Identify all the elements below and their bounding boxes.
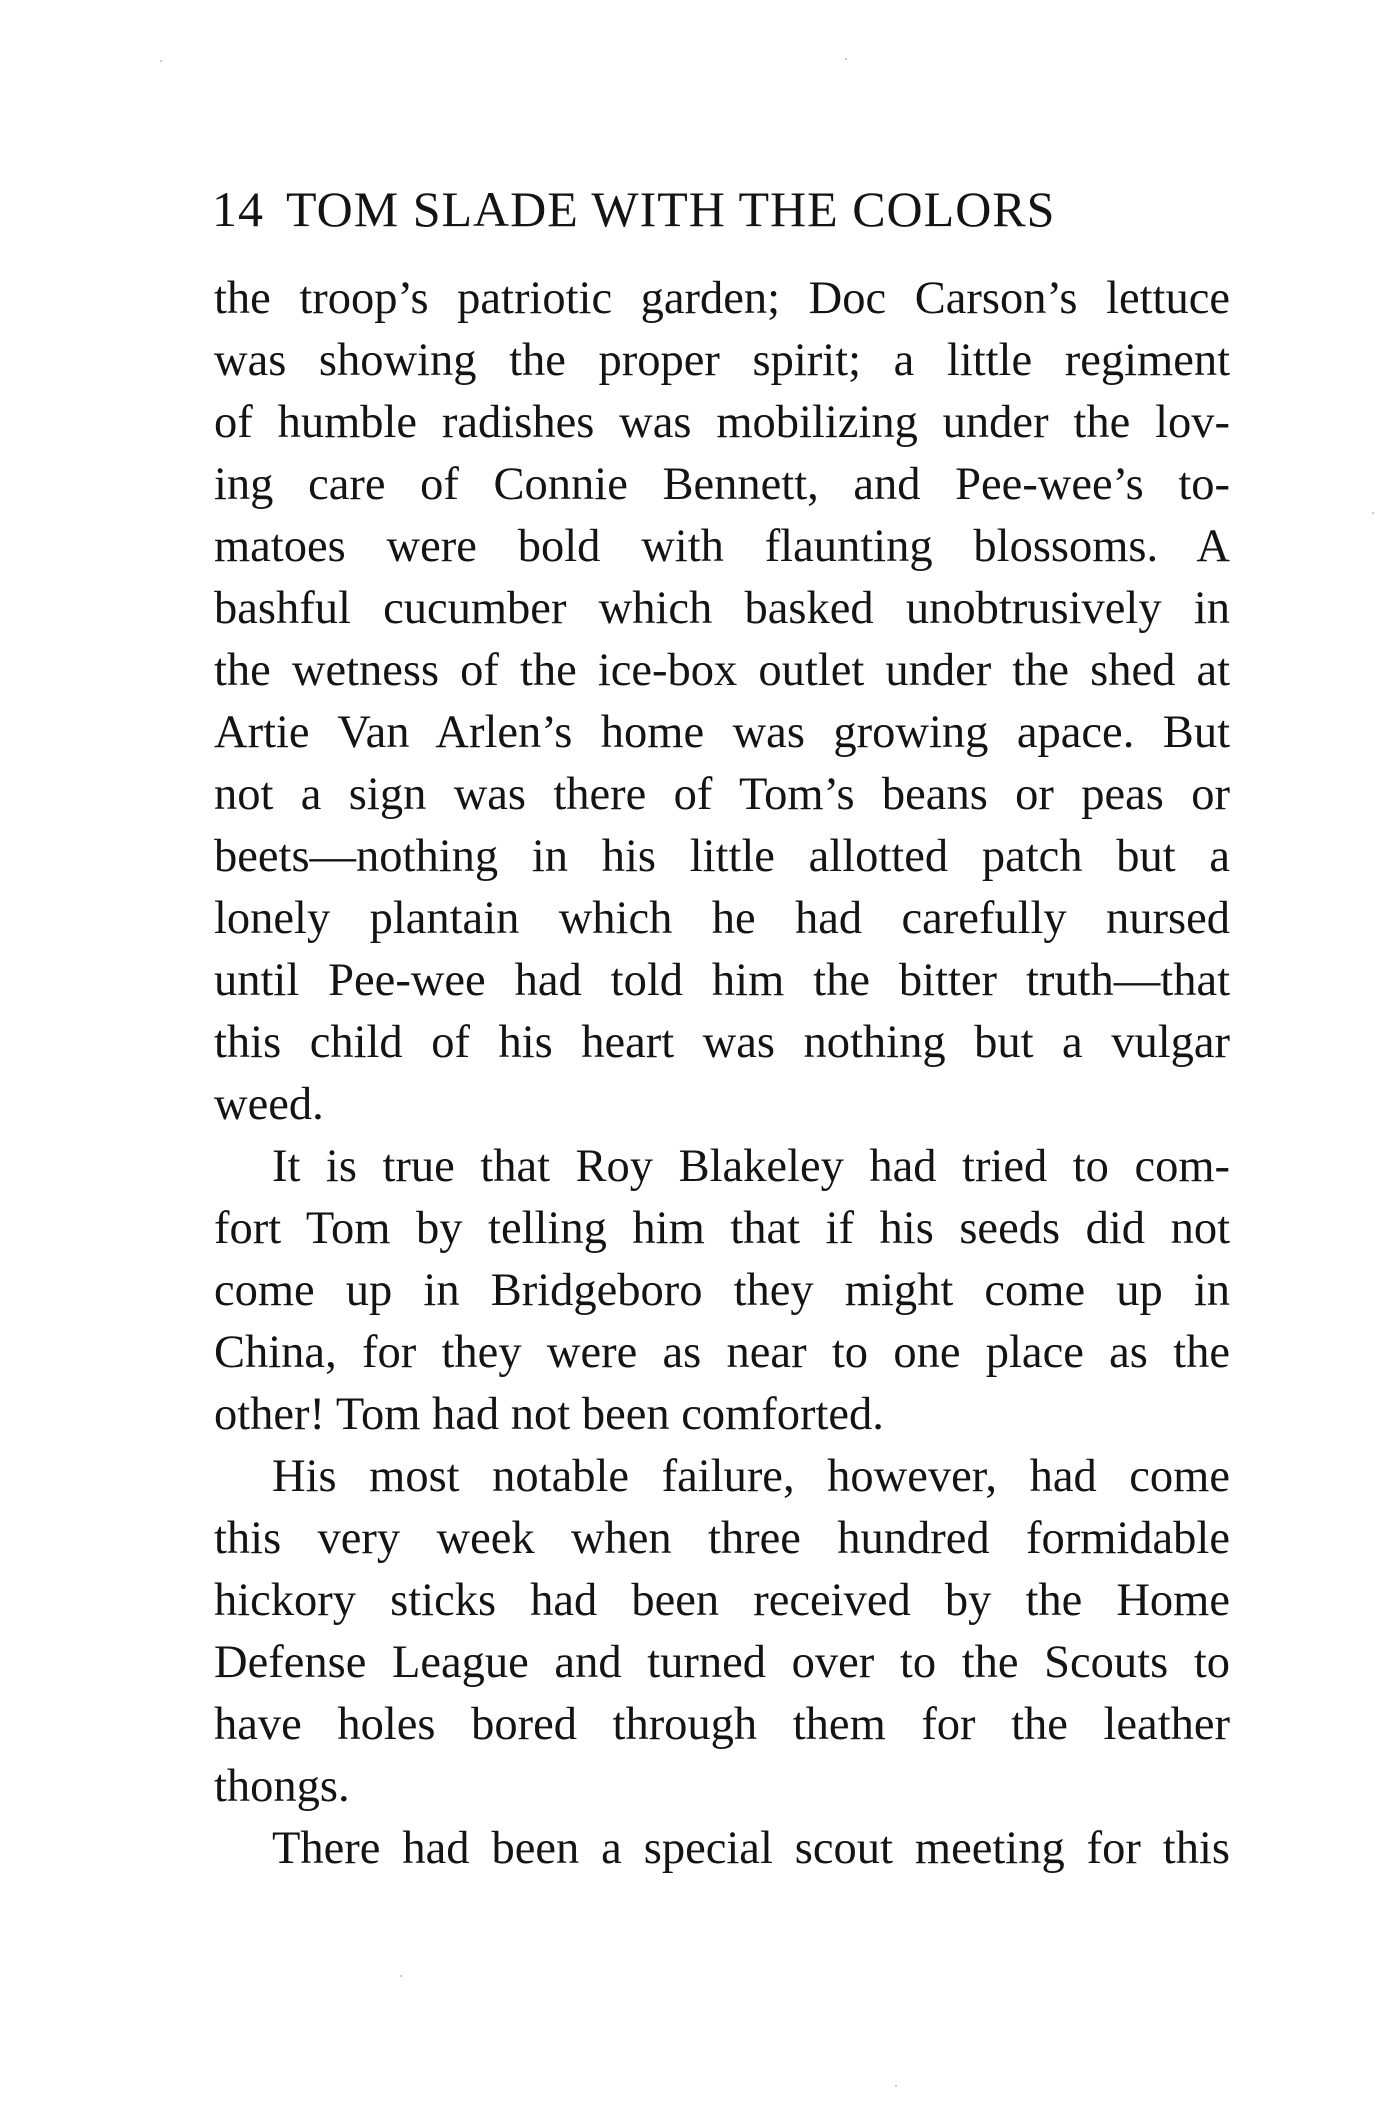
page-number: 14 [212, 181, 264, 237]
text-line: There had been a special scout meeting for this [272, 1823, 1230, 1874]
text-line: other! Tom had not been comforted. [214, 1389, 884, 1440]
text-line: It is true that Roy Blakeley had tried to com- [272, 1141, 1230, 1192]
running-title: TOM SLADE WITH THE COLORS [286, 181, 1056, 237]
speck [845, 58, 847, 60]
text-line: of humble radishes was mobilizing under the lov- [214, 397, 1230, 448]
text-line: thongs. [214, 1761, 350, 1812]
paragraph [214, 1136, 1230, 1446]
text-line: the wetness of the ice-box outlet under the shed at [214, 645, 1230, 696]
paragraph [214, 1446, 1230, 1818]
text-line: was showing the proper spirit; a little regiment [214, 335, 1230, 386]
running-head [212, 178, 1232, 240]
text-line: this child of his heart was nothing but a vulgar [214, 1017, 1230, 1068]
text-line: hickory sticks had been received by the Home [214, 1575, 1230, 1626]
speck [160, 60, 162, 62]
text-line: until Pee-wee had told him the bitter truth—that [214, 955, 1230, 1006]
paragraph [214, 1818, 1230, 1880]
text-line: beets—nothing in his little allotted patch but a [214, 831, 1230, 882]
body-text [214, 268, 1230, 1880]
text-line: bashful cucumber which basked unobtrusively in [214, 583, 1230, 634]
speck [895, 2085, 897, 2087]
text-line: Artie Van Arlen’s home was growing apace. But [214, 707, 1230, 758]
text-line: ing care of Connie Bennett, and Pee-wee’s to- [214, 459, 1230, 510]
text-line: His most notable failure, however, had come [272, 1451, 1230, 1502]
text-line: fort Tom by telling him that if his seeds did not [214, 1203, 1230, 1254]
paragraph [214, 268, 1230, 1136]
text-line: come up in Bridgeboro they might come up in [214, 1265, 1230, 1316]
speck [1372, 512, 1374, 514]
text-line: matoes were bold with flaunting blossoms. A [214, 521, 1230, 572]
speck [400, 1975, 402, 1977]
text-line: Defense League and turned over to the Scouts to [214, 1637, 1230, 1688]
text-line: weed. [214, 1079, 324, 1130]
text-line: not a sign was there of Tom’s beans or peas or [214, 769, 1230, 820]
text-line: lonely plantain which he had carefully nursed [214, 893, 1230, 944]
text-line: this very week when three hundred formidable [214, 1513, 1230, 1564]
text-line: the troop’s patriotic garden; Doc Carson’s lettuce [214, 273, 1230, 324]
text-line: China, for they were as near to one place as the [214, 1327, 1230, 1378]
text-line: have holes bored through them for the leather [214, 1699, 1230, 1750]
